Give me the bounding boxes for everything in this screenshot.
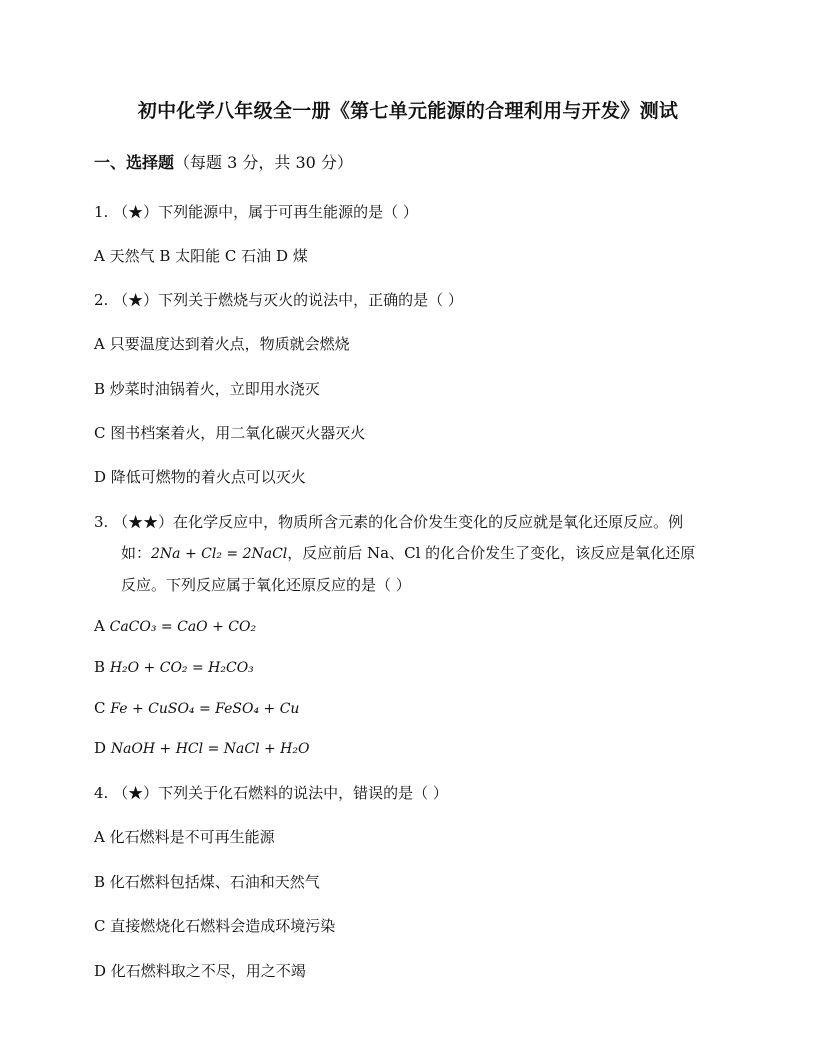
- question-3-example-equation: 2Na + Cl₂ = 2NaCl: [151, 546, 288, 562]
- section-note: （每题 3 分，共 30 分）: [174, 153, 353, 172]
- document-title: 初中化学八年级全一册《第七单元能源的合理利用与开发》测试: [137, 100, 679, 122]
- question-2-stem: 2. （★）下列关于燃烧与灭火的说法中，正确的是（ ）: [94, 291, 463, 309]
- question-2-option-d: D 降低可燃物的着火点可以灭火: [94, 468, 306, 486]
- option-equation: Fe + CuSO₄ = FeSO₄ + Cu: [110, 701, 300, 717]
- question-3-option-a: [94, 617, 256, 635]
- question-3-option-b: [94, 658, 254, 676]
- question-4-option-c: C 直接燃烧化石燃料会造成环境污染: [94, 917, 336, 935]
- question-2-option-a: A 只要温度达到着火点，物质就会燃烧: [94, 335, 350, 353]
- question-4-option-b: B 化石燃料包括煤、石油和天然气: [94, 873, 320, 891]
- question-4-option-a: A 化石燃料是不可再生能源: [94, 828, 275, 846]
- option-label: B: [94, 658, 106, 676]
- option-equation: CaCO₃ = CaO + CO₂: [109, 619, 257, 635]
- question-3-option-d: [94, 739, 309, 757]
- question-2-option-c: C 图书档案着火，用二氧化碳灭火器灭火: [94, 424, 366, 442]
- option-label: A: [94, 617, 105, 635]
- question-3-stem-line-1: 3. （★★）在化学反应中，物质所含元素的化合价发生变化的反应就是氧化还原反应。例: [94, 513, 684, 531]
- question-4-stem: 4. （★）下列关于化石燃料的说法中，错误的是（ ）: [94, 784, 448, 802]
- section-heading: [94, 150, 353, 173]
- question-3-example-prefix: 如：: [121, 544, 152, 562]
- option-label: D: [94, 739, 107, 757]
- question-4-option-d: D 化石燃料取之不尽，用之不竭: [94, 962, 306, 980]
- section-title: 一、选择题: [94, 153, 175, 172]
- question-1-stem: 1. （★）下列能源中，属于可再生能源的是（ ）: [94, 203, 418, 221]
- question-2-option-b: B 炒菜时油锅着火，立即用水浇灭: [94, 380, 320, 398]
- option-label: C: [94, 699, 106, 717]
- question-3-example-suffix: ，反应前后 Na、Cl 的化合价发生了变化，该反应是氧化还原: [287, 544, 696, 562]
- option-equation: H₂O + CO₂ = H₂CO₃: [109, 660, 254, 676]
- option-equation: NaOH + HCl = NaCl + H₂O: [110, 741, 310, 757]
- question-3-stem-line-3: 反应。下列反应属于氧化还原反应的是（ ）: [121, 576, 411, 594]
- question-3-stem-line-2: [121, 542, 695, 563]
- question-3-option-c: [94, 699, 299, 717]
- question-1-options: A 天然气 B 太阳能 C 石油 D 煤: [94, 247, 308, 265]
